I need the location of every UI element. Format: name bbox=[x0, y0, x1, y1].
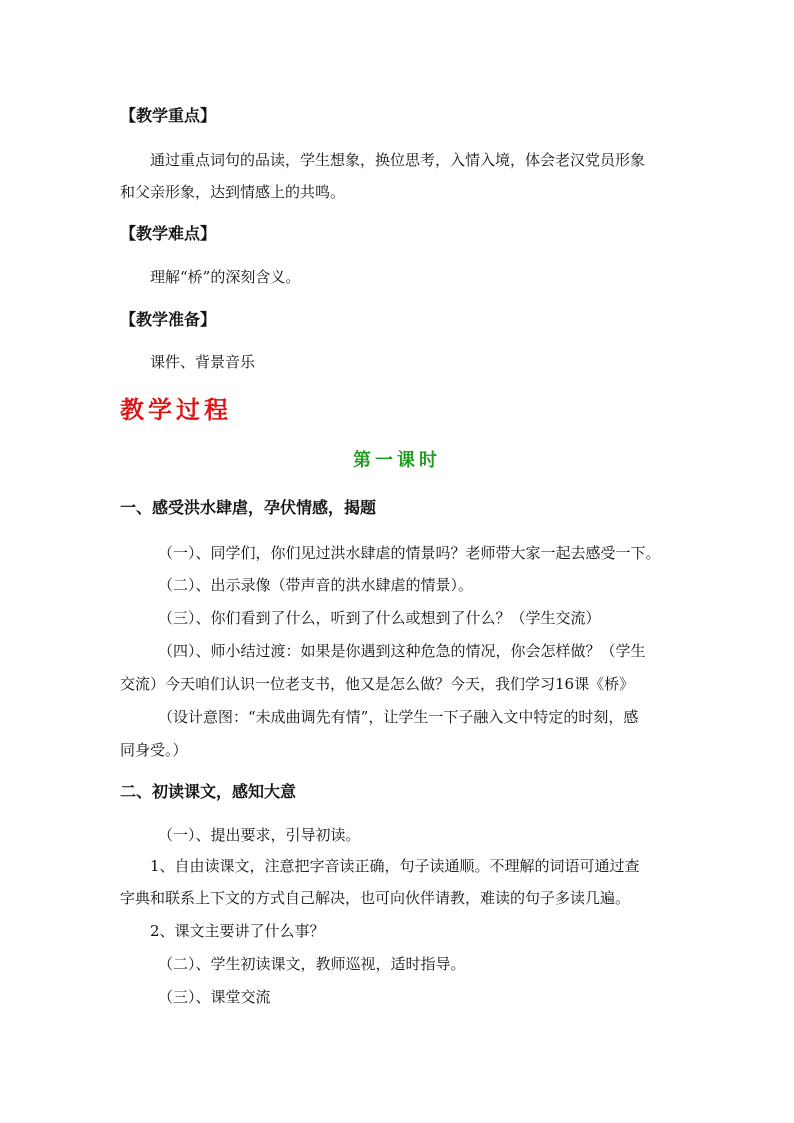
lesson-title: 第一课时 bbox=[353, 450, 441, 471]
difficulty-heading: 【教学难点】 bbox=[120, 224, 217, 243]
section-2-para-2-line-2: 字典和联系上下文的方式自己解决，也可向伙伴请教，难读的句子多读几遍。 bbox=[120, 889, 631, 907]
section-1-para-2: （二）、出示录像（带声音的洪水肆虐的情景）。 bbox=[158, 576, 474, 594]
section-1-para-4-line-1: （四）、师小结过渡：如果是你遇到这种危急的情况，你会怎样做？（学生 bbox=[158, 642, 646, 660]
prep-heading: 【教学准备】 bbox=[120, 310, 217, 329]
section-1-para-4-line-2: 交流）今天咱们认识一位老支书，他又是怎么做？今天，我们学习16课《桥》 bbox=[120, 675, 635, 693]
section-1-para-5-line-2: 同身受。） bbox=[120, 741, 188, 759]
section-1-para-5-line-1: （设计意图：“未成曲调先有情”，让学生一下子融入文中特定的时刻，感 bbox=[158, 708, 639, 726]
section-2-para-5: （三）、课堂交流 bbox=[158, 988, 271, 1006]
process-title: 教学过程 bbox=[120, 395, 232, 424]
section-1-para-3: （三）、你们看到了什么，听到了什么或想到了什么？（学生交流） bbox=[158, 609, 601, 627]
focus-heading: 【教学重点】 bbox=[120, 106, 217, 125]
section-1-heading: 一、感受洪水肆虐，孕伏情感，揭题 bbox=[120, 498, 377, 517]
section-2-para-4: （二）、学生初读课文，教师巡视，适时指导。 bbox=[158, 955, 466, 973]
focus-line-1: 通过重点词句的品读，学生想象，换位思考，入情入境，体会老汉党员形象 bbox=[150, 151, 646, 169]
section-2-heading: 二、初读课文，感知大意 bbox=[120, 782, 297, 801]
section-2-para-2-line-1: 1、自由读课文，注意把字音读正确，句子读通顺。不理解的词语可通过查 bbox=[150, 857, 640, 875]
focus-line-2: 和父亲形象，达到情感上的共鸣。 bbox=[120, 183, 346, 201]
section-1-para-1: （一）、同学们，你们见过洪水肆虐的情景吗？老师带大家一起去感受一下。 bbox=[158, 544, 661, 562]
section-2-para-3: 2、课文主要讲了什么事？ bbox=[150, 922, 325, 940]
section-2-para-1: （一）、提出要求，引导初读。 bbox=[158, 826, 361, 844]
prep-line-1: 课件、背景音乐 bbox=[150, 353, 256, 371]
difficulty-line-1: 理解“桥”的深刻含义。 bbox=[150, 268, 301, 286]
